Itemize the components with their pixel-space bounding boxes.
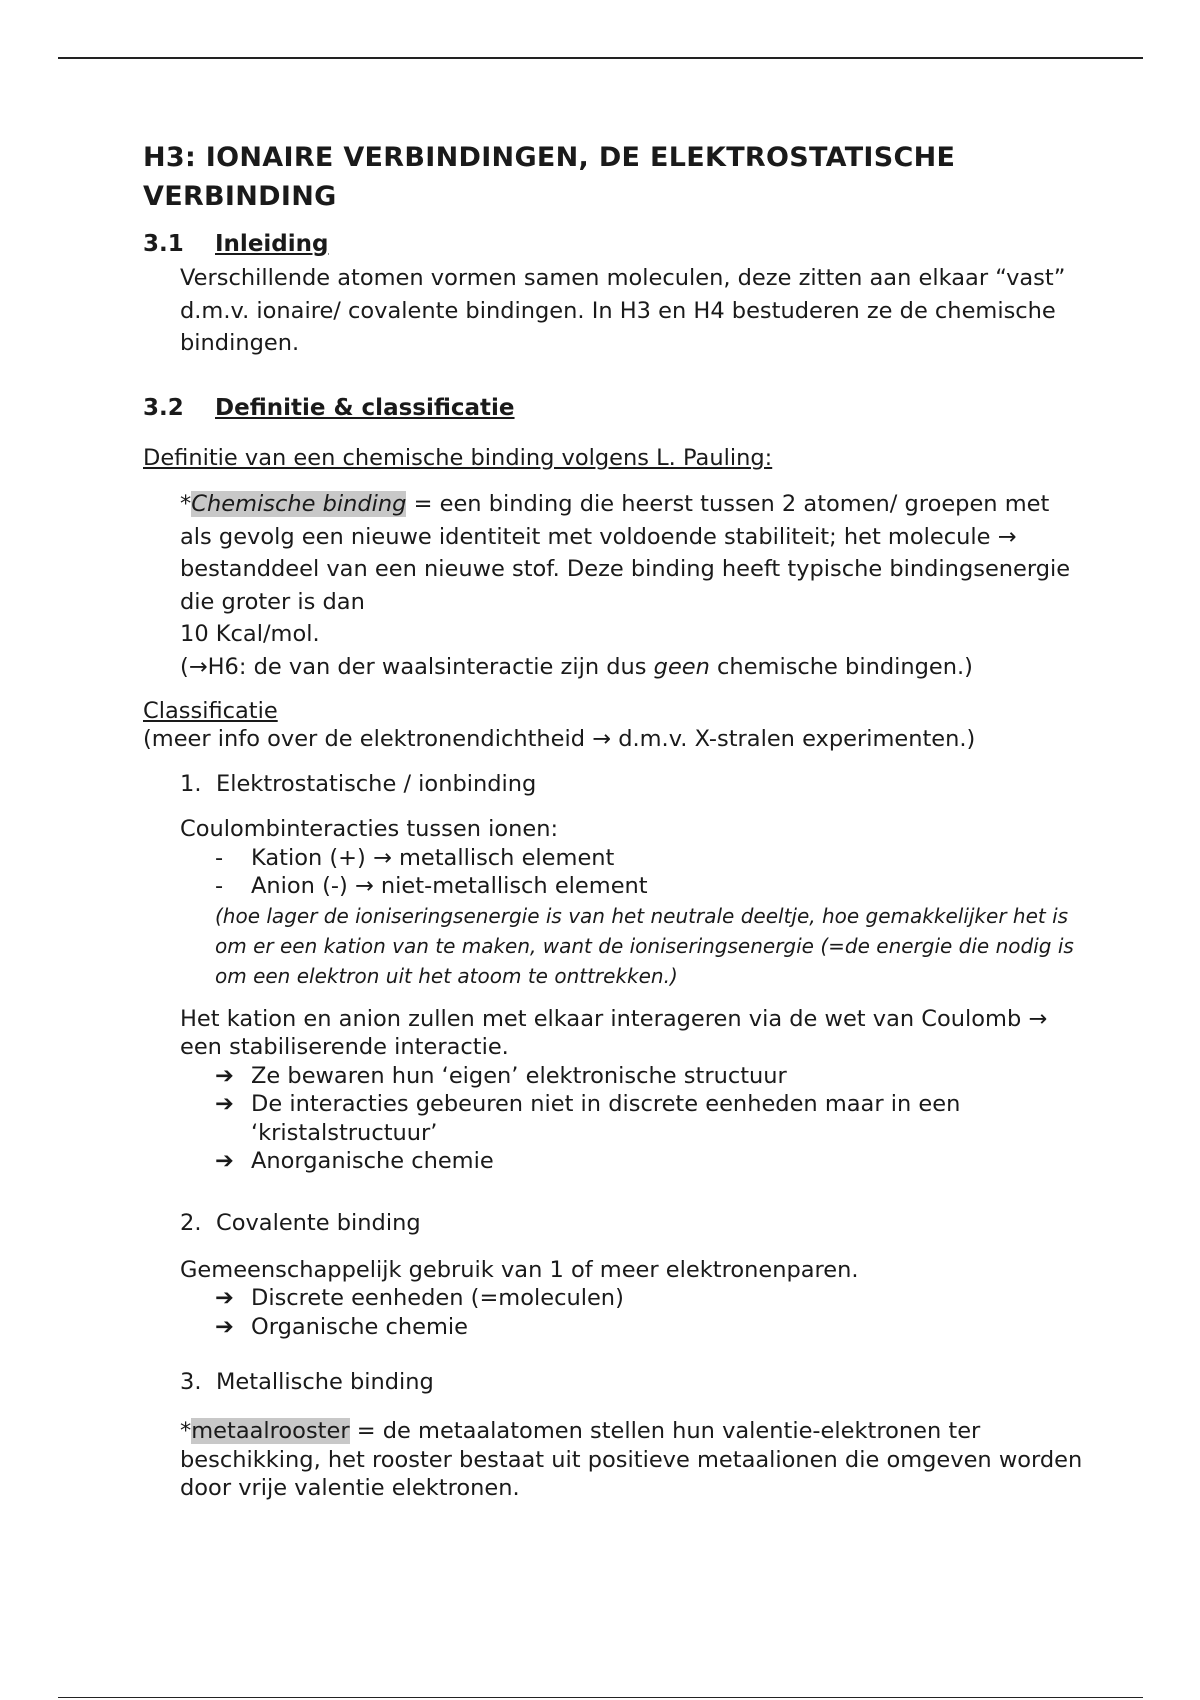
list-text: Organische chemie (251, 1313, 468, 1340)
item-title: Metallische binding (216, 1369, 434, 1395)
list-item (215, 1090, 1083, 1147)
note-emphasis: geen (653, 653, 710, 680)
metal-lattice-paragraph (180, 1417, 1083, 1503)
highlighted-term: Chemische binding (191, 491, 407, 517)
list-text: Discrete eenheden (=moleculen) (251, 1285, 624, 1311)
list-item-1 (180, 769, 1083, 799)
list-item-3 (180, 1367, 1083, 1397)
list-item-2 (180, 1208, 1083, 1238)
definition-label: Definitie van een chemische binding volgens L. Pauling: (143, 444, 773, 471)
bottom-rule (58, 1697, 1143, 1698)
item-title: Elektrostatische / ionbinding (216, 771, 537, 797)
item-intro: Gemeenschappelijk gebruik van 1 of meer elektronenparen. (180, 1256, 859, 1283)
list-item (215, 1062, 1083, 1091)
arrow-icon: ➔ (215, 1062, 234, 1089)
intro-paragraph: Verschillende atomen vormen samen moleculen, deze zitten aan elkaar “vast” d.m.v. ionaire/ covalente bindingen. In H3 en H4 bestuderen ze de chemische bindingen. (180, 265, 1066, 356)
arrow-icon: ➔ (215, 1285, 234, 1311)
section-title: Definitie & classificatie (215, 394, 515, 421)
note-text: (→H6: de van der waalsinteractie zijn dus (180, 653, 654, 680)
chapter-heading: H3: IONAIRE VERBINDINGEN, DE ELEKTROSTATISCHE VERBINDING (143, 142, 956, 212)
definition-note (180, 651, 1083, 684)
arrow-icon: ➔ (215, 1148, 234, 1174)
star-mark: * (180, 1418, 192, 1444)
list-text: Anion (-) → niet-metallisch element (251, 873, 648, 899)
list-item (215, 872, 1083, 901)
arrow-icon: ➔ (215, 1313, 234, 1340)
star-mark: * (180, 491, 192, 517)
definition-text: = de metaalatomen stellen hun valentie-elektronen ter beschikking, het rooster bestaat uit positieve metaalionen die omgeven worden door vrije valentie elektronen. (180, 1418, 1083, 1501)
section-3-2-heading (143, 394, 1083, 422)
top-rule (58, 57, 1143, 59)
list-item (215, 1284, 1083, 1313)
definition-paragraph (180, 488, 1083, 618)
dash-mark: - (215, 873, 224, 899)
item-number: 3. (180, 1369, 202, 1395)
item-paragraph: Het kation en anion zullen met elkaar interageren via de wet van Coulomb → een stabiliserende interactie. (180, 1005, 1048, 1060)
list-text: Anorganische chemie (251, 1148, 494, 1174)
definition-text: = een binding die heerst tussen 2 atomen/ groepen met als gevolg een nieuwe identiteit met voldoende stabiliteit; het molecule → bestanddeel van een nieuwe stof. Deze binding heeft typische bindingsenergie die groter is dan (180, 491, 1071, 615)
section-title: Inleiding (215, 231, 329, 257)
section-number: 3.1 (143, 231, 184, 257)
section-3-1-heading (143, 230, 1083, 258)
document-page (143, 138, 1083, 1503)
arrow-icon: ➔ (215, 1091, 234, 1117)
list-text: Kation (+) → metallisch element (251, 844, 615, 871)
classification-text: (meer info over de elektronendichtheid → d.m.v. X-stralen experimenten.) (143, 726, 976, 752)
note-text: chemische bindingen.) (709, 653, 973, 680)
list-text: De interacties gebeuren niet in discrete eenheden maar in een ‘kristalstructuur’ (251, 1091, 961, 1146)
energy-value: 10 Kcal/mol. (180, 621, 320, 647)
dash-list (215, 844, 1083, 901)
list-item (215, 1313, 1083, 1342)
list-item (215, 1147, 1083, 1176)
item-number: 2. (180, 1209, 202, 1236)
dash-mark: - (215, 844, 224, 871)
item-number: 1. (180, 771, 202, 797)
item-title: Covalente binding (216, 1209, 421, 1236)
highlighted-term: metaalrooster (191, 1418, 350, 1444)
item-intro: Coulombinteracties tussen ionen: (180, 816, 559, 842)
section-number: 3.2 (143, 394, 184, 421)
arrow-list (215, 1062, 1083, 1176)
list-text: Ze bewaren hun ‘eigen’ elektronische structuur (251, 1062, 787, 1089)
arrow-list (215, 1284, 1083, 1341)
list-item (215, 844, 1083, 873)
italic-note: (hoe lager de ioniseringsenergie is van het neutrale deeltje, hoe gemakkelijker het is om er een kation van te maken, want de ioniseringsenergie (=de energie die nodig is om een elektron uit het atoom te onttrekken.) (215, 903, 1074, 988)
classification-label: Classificatie (143, 698, 278, 724)
